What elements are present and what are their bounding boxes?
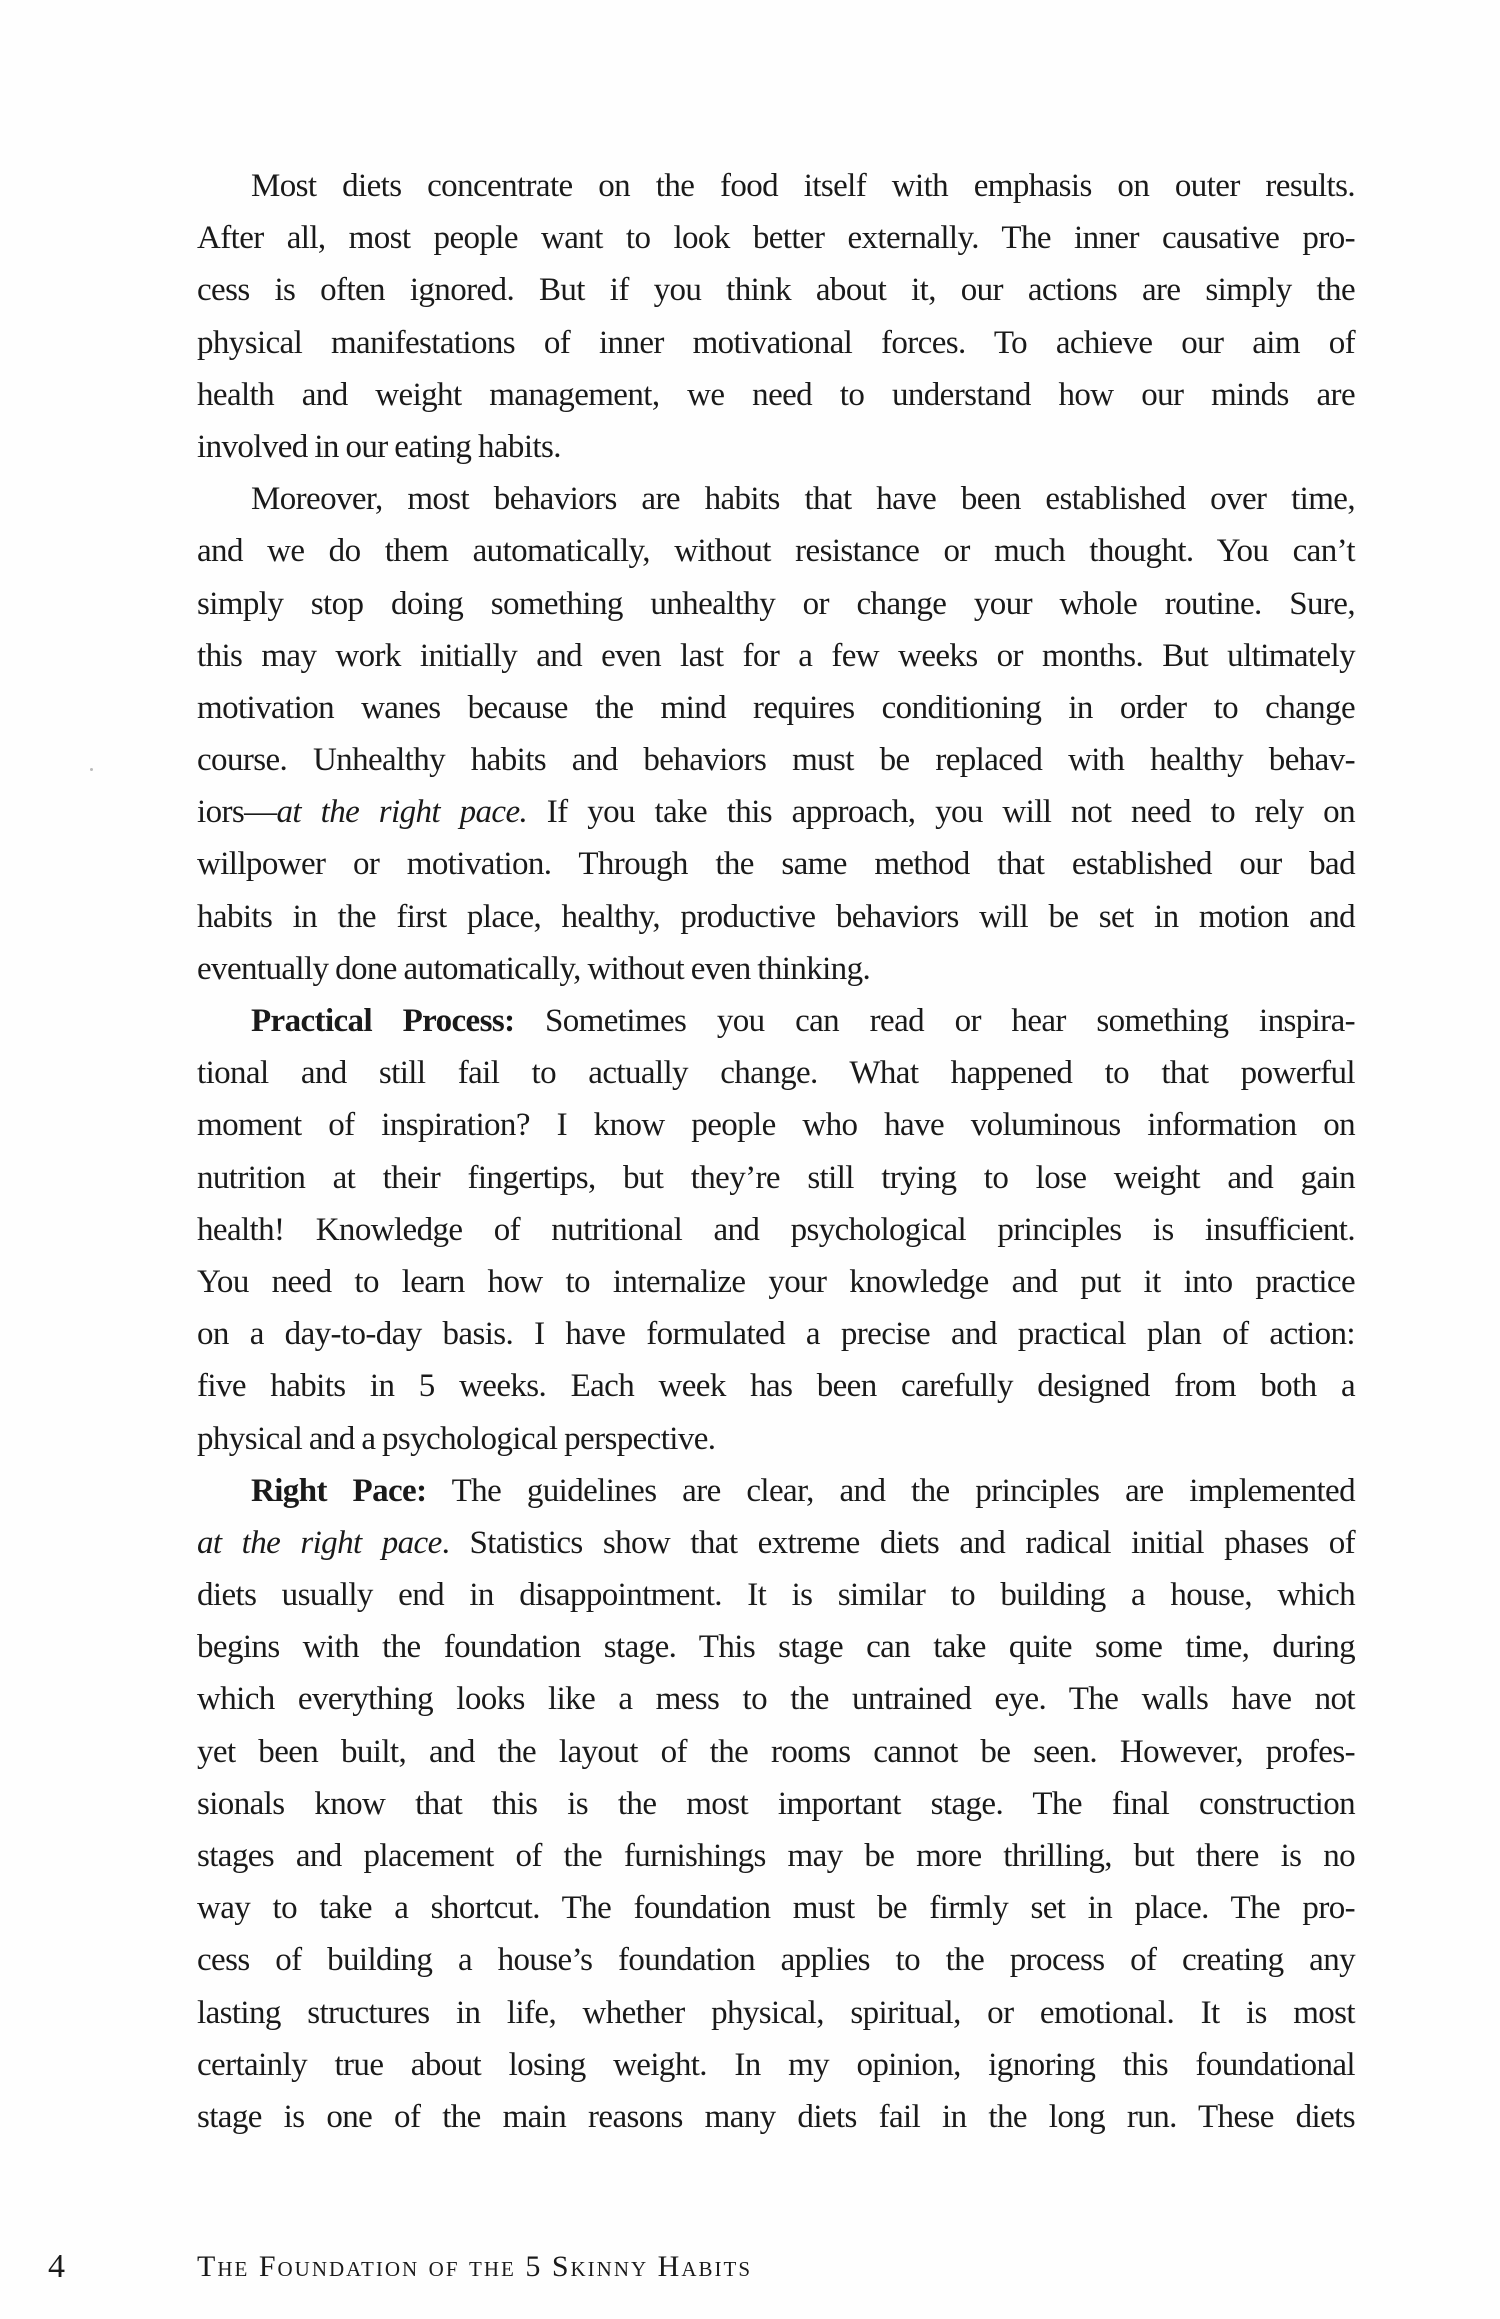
text-line: tional and still fail to actually change. What happened to that powerful [197,1055,1355,1092]
emphasis-text: at the right pace. [276,794,528,831]
text-line: way to take a shortcut. The foundation must be firmly set in place. The pro- [197,1890,1355,1927]
paragraph-2 [197,473,1355,995]
page-footer [0,2242,1500,2292]
text-line: cess of building a house’s foundation applies to the process of creating any [197,1942,1355,1979]
text-line: course. Unhealthy habits and behaviors must be replaced with healthy behav- [197,742,1355,779]
emphasis-text: at the right pace [197,1524,442,1561]
run-in-heading: Practical Process: [251,1003,515,1039]
text-line: motivation wanes because the mind requires conditioning in order to change [197,689,1355,726]
text-run: . Statistics show that extreme diets and radical initial phases of [441,1524,1355,1561]
text-line: on a day-to-day basis. I have formulated a precise and practical plan of action: [197,1316,1355,1353]
text-line: this may work initially and even last for a few weeks or months. But ultimately [197,637,1355,674]
text-line [197,786,1355,838]
text-line: certainly true about losing weight. In my opinion, ignoring this foundational [197,2046,1355,2083]
text-run: iors— [197,794,277,831]
text-line: stages and placement of the furnishings may be more thrilling, but there is no [197,1838,1355,1874]
body-text [197,160,1355,2143]
text-line: moment of inspiration? I know people who have voluminous information on [197,1107,1355,1144]
text-line: involved in our eating habits. [197,428,561,465]
text-line: After all, most people want to look better externally. The inner causative pro- [197,220,1355,257]
text-line: habits in the first place, healthy, productive behaviors will be set in motion and [197,898,1355,935]
text-line [197,1465,1355,1517]
text-line: Most diets concentrate on the food itself with emphasis on outer results. [251,168,1355,204]
text-line: health! Knowledge of nutritional and psychological principles is insufficient. [197,1211,1355,1248]
running-head: The Foundation of the 5 Skinny Habits [197,2250,752,2283]
text-line: simply stop doing something unhealthy or change your whole routine. Sure, [197,585,1355,622]
text-line: cess is often ignored. But if you think about it, our actions are simply the [197,272,1355,309]
text-line: begins with the foundation stage. This stage can take quite some time, during [197,1629,1355,1666]
text-line [197,995,1355,1047]
text-line: and we do them automatically, without resistance or much thought. You can’t [197,533,1355,570]
text-line: health and weight management, we need to understand how our minds are [197,376,1355,413]
page-number: 4 [48,2248,65,2285]
text-run: If you take this approach, you will not need to rely on [527,794,1355,831]
text-line: sionals know that this is the most important stage. The final construction [197,1785,1355,1822]
paragraph-1 [197,160,1355,473]
text-run: Sometimes you can read or hear something inspira- [514,1003,1356,1039]
paragraph-right-pace [197,1465,1355,2143]
text-line: five habits in 5 weeks. Each week has been carefully designed from both a [197,1368,1355,1405]
text-run: The guidelines are clear, and the principles are implemented [426,1472,1355,1509]
text-line: yet been built, and the layout of the rooms cannot be seen. However, profes- [197,1733,1355,1770]
text-line: nutrition at their fingertips, but they’re still trying to lose weight and gain [197,1159,1355,1196]
text-line: eventually done automatically, without even thinking. [197,950,871,987]
text-line: willpower or motivation. Through the same method that established our bad [197,846,1355,883]
text-line: stage is one of the main reasons many diets fail in the long run. These diets [197,2098,1355,2135]
run-in-heading: Right Pace: [251,1472,427,1509]
text-line: physical manifestations of inner motivational forces. To achieve our aim of [197,324,1355,361]
scan-speck [90,768,93,771]
text-line: lasting structures in life, whether physical, spiritual, or emotional. It is most [197,1994,1355,2031]
text-line: physical and a psychological perspective. [197,1420,716,1457]
paragraph-practical-process [197,995,1355,1465]
text-line: You need to learn how to internalize your knowledge and put it into practice [197,1263,1355,1300]
text-line: which everything looks like a mess to the untrained eye. The walls have not [197,1681,1355,1718]
text-line: Moreover, most behaviors are habits that have been established over time, [251,481,1355,518]
text-line: diets usually end in disappointment. It is similar to building a house, which [197,1577,1355,1614]
text-line [197,1517,1355,1569]
